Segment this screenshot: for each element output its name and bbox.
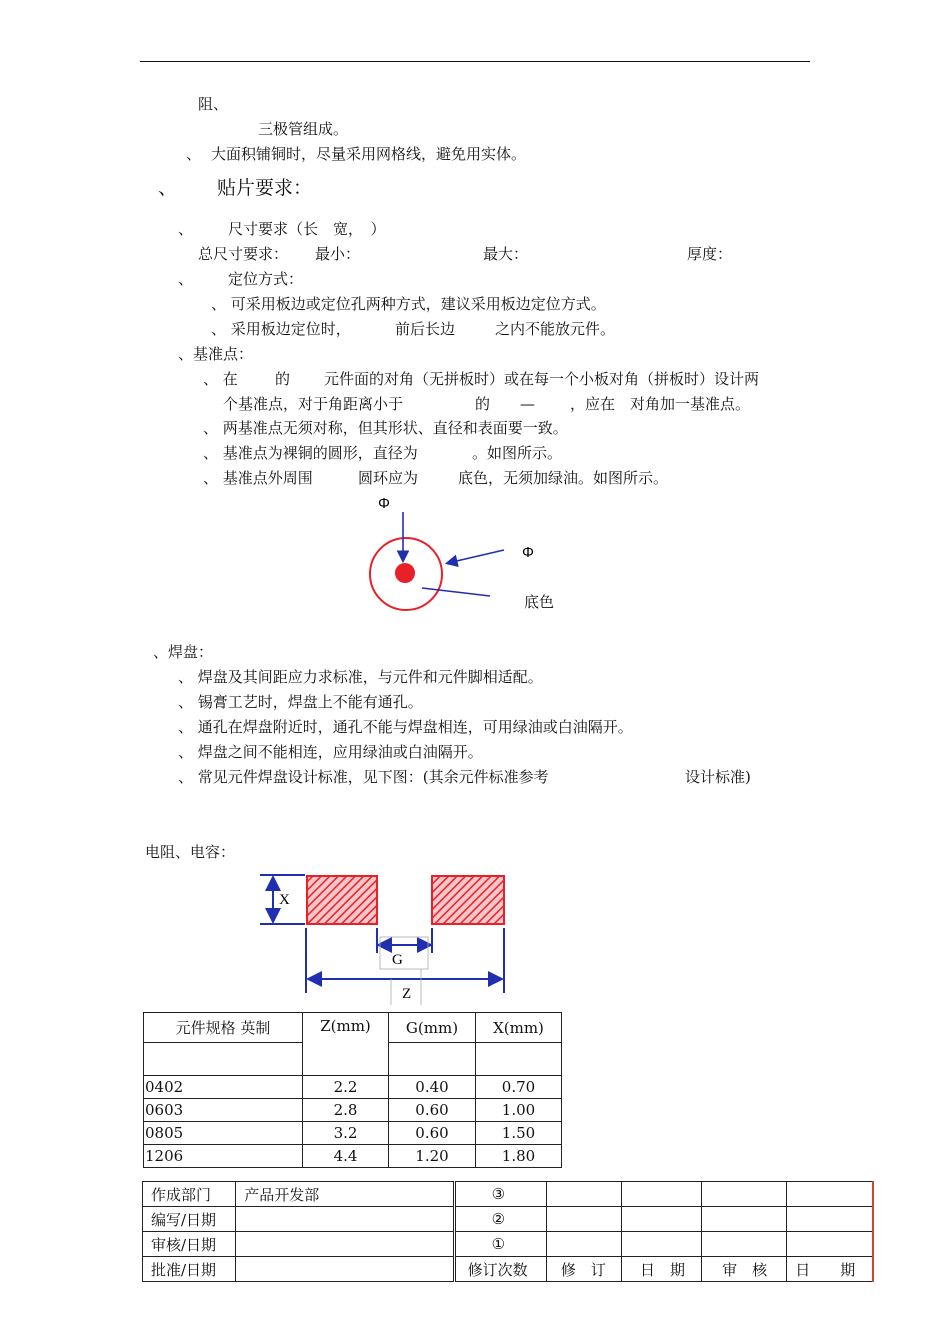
text-line: 、 可采用板边或定位孔两种方式，建议采用板边定位方式。 [211, 295, 606, 313]
header-cell: X(mm) [476, 1013, 562, 1043]
label-cell: 批准/日期 [143, 1257, 236, 1282]
revision-cell: ② [454, 1207, 546, 1232]
spec-cell: 2.8 [303, 1099, 389, 1122]
text-line: 电阻、电容： [145, 843, 236, 861]
text-line: 、 基准点为裸铜的圆形，直径为 [203, 444, 418, 462]
header-cell: 元件规格 英制 [144, 1013, 303, 1043]
table-row [143, 1257, 874, 1282]
table-row [144, 1122, 562, 1145]
text-line: 大面积铺铜时，尽量采用网格线，避免用实体。 [211, 145, 527, 163]
value-cell [236, 1207, 454, 1232]
text-line: 。如图所示。 [472, 444, 563, 462]
header-cell: 审 核 [702, 1257, 787, 1282]
text-line: 定位方式： [228, 270, 304, 288]
x-label: X [279, 892, 290, 908]
table-row [143, 1207, 874, 1232]
pad-spec-table [143, 1012, 562, 1168]
spec-cell: 2.2 [303, 1076, 389, 1099]
text-line: ，应在 [570, 395, 616, 413]
text-line: 、 采用板边定位时， [211, 320, 351, 338]
text-line: 、 焊盘之间不能相连，应用绿油或白油隔开。 [178, 743, 483, 761]
list-marker: 、 [178, 220, 194, 238]
spec-cell: 0603 [144, 1099, 303, 1122]
table-row [144, 1099, 562, 1122]
list-marker: 、 [178, 270, 194, 288]
text-line: 、基准点： [178, 345, 254, 363]
table-row [143, 1182, 874, 1207]
pad-left [307, 876, 377, 924]
text-line: 最小： [315, 245, 361, 263]
pad-diagram [255, 865, 525, 1005]
spec-cell: 1.00 [476, 1099, 562, 1122]
text-line: 厚度： [687, 245, 733, 263]
section-number: 、 [158, 177, 178, 199]
section-title: 贴片要求： [217, 177, 313, 199]
spec-cell: 0.60 [389, 1099, 476, 1122]
header-cell: 日 期 [787, 1257, 873, 1282]
text-line: 底色，无须加绿油。如图所示。 [458, 469, 669, 487]
phi-right-label: Φ [522, 544, 534, 561]
text-line: 、 焊盘及其间距应力求标准，与元件和元件脚相适配。 [178, 668, 543, 686]
text-line: 之内不能放元件。 [495, 320, 616, 338]
signoff-table [142, 1181, 874, 1282]
value-cell [236, 1232, 454, 1257]
header-cell: 修 订 [546, 1257, 621, 1282]
text-line: 尺寸要求（长 宽， ） [228, 220, 386, 238]
pad-right [432, 876, 504, 924]
text-line: 对角加一基准点。 [630, 395, 751, 413]
text-line: 的 [475, 395, 491, 413]
text-line: 三极管组成。 [258, 120, 349, 138]
text-line: 圆环应为 [358, 469, 419, 487]
spec-cell: 1.50 [476, 1122, 562, 1145]
revision-cell: ③ [454, 1182, 546, 1207]
text-line: 、 锡膏工艺时，焊盘上不能有通孔。 [178, 693, 423, 711]
spec-cell: 0.40 [389, 1076, 476, 1099]
list-marker: 、 [186, 145, 202, 163]
label-cell: 审核/日期 [143, 1232, 236, 1257]
table-row [144, 1076, 562, 1099]
value-cell [236, 1257, 454, 1282]
label-cell: 编写/日期 [143, 1207, 236, 1232]
text-line: 、焊盘： [153, 643, 214, 661]
text-line: 、 两基准点无须对称，但其形状、直径和表面要一致。 [203, 419, 568, 437]
text-line: 个基准点，对于角距离小于 [223, 395, 404, 413]
label-cell: 作成部门 [143, 1182, 236, 1207]
g-label: G [392, 952, 403, 968]
spec-cell: 1.80 [476, 1145, 562, 1168]
spec-cell: 3.2 [303, 1122, 389, 1145]
table-row [143, 1232, 874, 1257]
text-line: 最大： [483, 245, 529, 263]
z-label: Z [402, 986, 412, 1002]
spec-cell: 0.60 [389, 1122, 476, 1145]
header-cell: Z(mm) [303, 1013, 389, 1076]
text-line: 前后长边 [395, 320, 456, 338]
header-cell: 日 期 [621, 1257, 701, 1282]
spec-cell: 1.20 [389, 1145, 476, 1168]
text-line: 、 通孔在焊盘附近时，通孔不能与焊盘相连，可用绿油或白油隔开。 [178, 718, 633, 736]
revision-cell: ① [454, 1232, 546, 1257]
base-color-label: 底色 [524, 593, 555, 611]
text-line: 的 [275, 370, 291, 388]
header-cell: G(mm) [389, 1013, 476, 1043]
text-line: 、 常见元件焊盘设计标准，见下图：(其余元件标准参考 [178, 768, 549, 786]
table-row [144, 1145, 562, 1168]
spec-cell: 0402 [144, 1076, 303, 1099]
text-line: 元件面的对角（无拼板时）或在每一个小板对角（拼板时）设计两 [324, 370, 760, 388]
spec-cell: 0805 [144, 1122, 303, 1145]
text-line: — [520, 395, 535, 413]
spec-cell: 0.70 [476, 1076, 562, 1099]
leader-line [422, 588, 490, 596]
phi-top-label: Φ [378, 495, 390, 512]
spec-cell: 4.4 [303, 1145, 389, 1168]
header-cell: 修订次数 [454, 1257, 546, 1282]
text-line: 阻、 [198, 95, 229, 113]
text-line: 、 在 [203, 370, 238, 388]
fiducial-dot [395, 563, 415, 583]
spec-cell: 1206 [144, 1145, 303, 1168]
text-line: 总尺寸要求： [198, 245, 289, 263]
text-line: 、 基准点外周围 [203, 469, 313, 487]
text-line: 设计标准) [685, 768, 751, 786]
arrow-right [448, 550, 504, 563]
header-rule [140, 61, 810, 62]
value-cell: 产品开发部 [236, 1182, 454, 1207]
